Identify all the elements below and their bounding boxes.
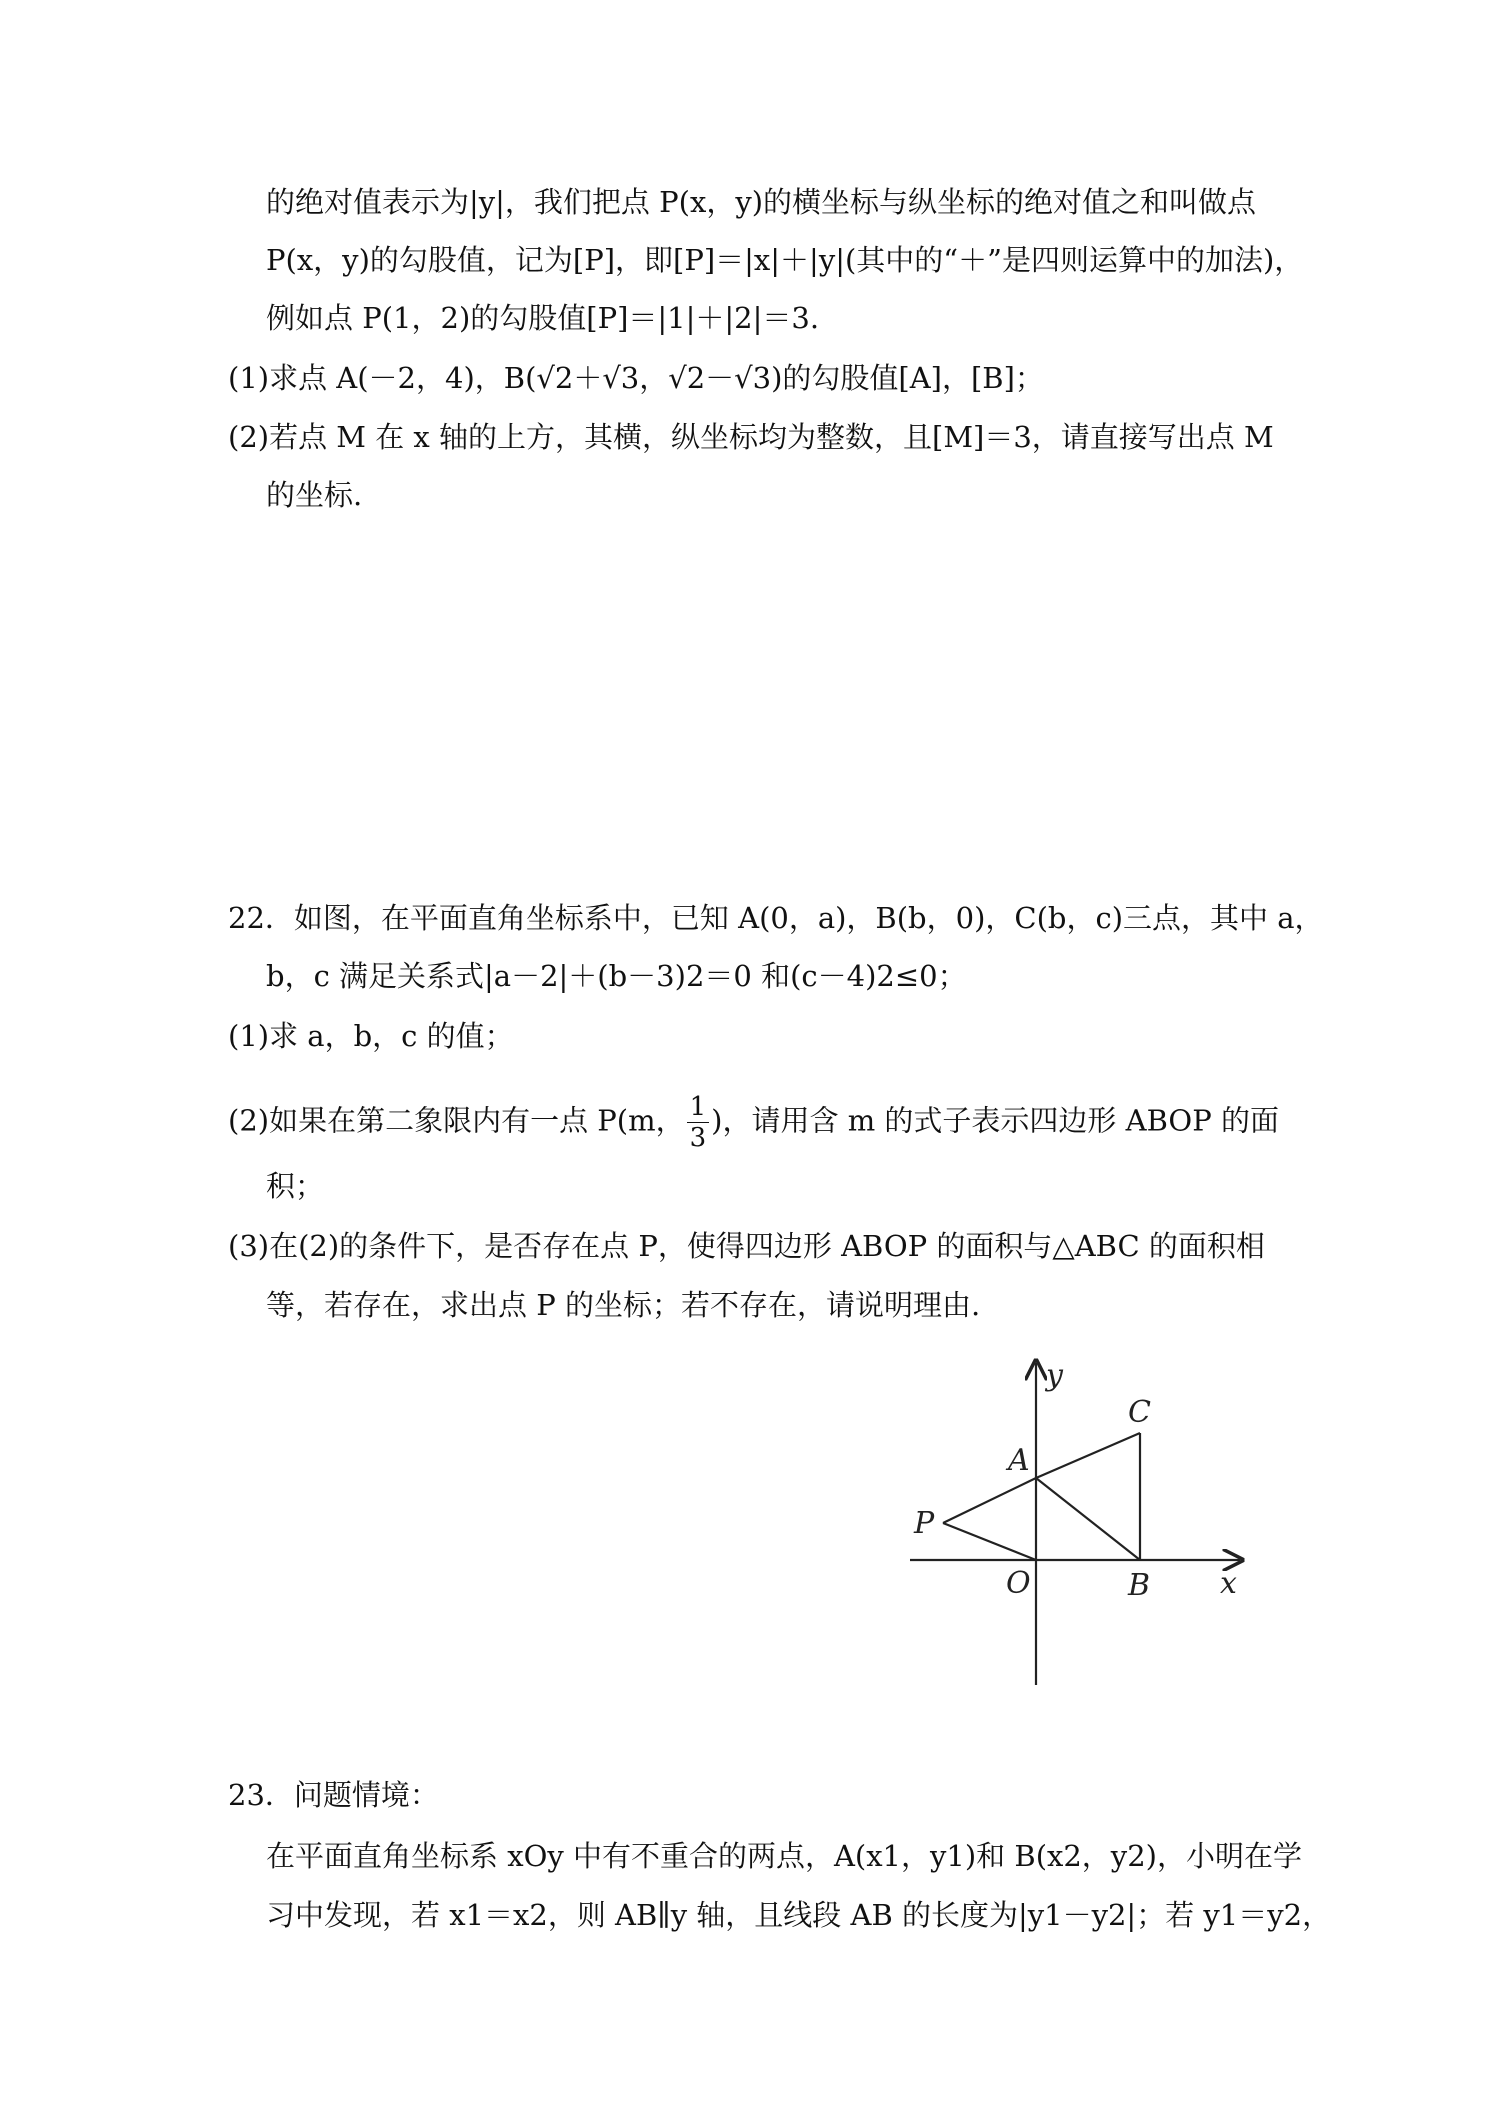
- segment-ab: [1036, 1478, 1140, 1560]
- q23-line-2: 习中发现，若 x1＝x2，则 AB∥y 轴，且线段 AB 的长度为|y1－y2|；若 y1＝y2，: [266, 1898, 1332, 1932]
- label-a: A: [1008, 1443, 1030, 1478]
- q22-stem-line-1: 22．如图，在平面直角坐标系中，已知 A(0，a)，B(b，0)，C(b，c)三点，其中 a，: [228, 901, 1324, 935]
- intro-line-3: 例如点 P(1，2)的勾股值[P]＝|1|＋|2|＝3.: [266, 301, 820, 335]
- q23-line-1: 在平面直角坐标系 xOy 中有不重合的两点，A(x1，y1)和 B(x2，y2)，小明在学: [266, 1839, 1302, 1873]
- q22-stem-line-2: b，c 满足关系式|a－2|＋(b－3)2＝0 和(c－4)2≤0；: [266, 959, 967, 993]
- coordinate-figure: [900, 1355, 1270, 1695]
- q22-part-2-before: (2)如果在第二象限内有一点 P(m，: [228, 1103, 685, 1138]
- label-p: P: [914, 1506, 935, 1541]
- label-c: C: [1128, 1395, 1151, 1430]
- fraction-denominator: 3: [689, 1123, 707, 1153]
- segment-ac: [1036, 1433, 1140, 1478]
- q22-part-3-line-2: 等，若存在，求出点 P 的坐标；若不存在，请说明理由.: [266, 1288, 981, 1322]
- q22-part-3-line-1: (3)在(2)的条件下，是否存在点 P，使得四边形 ABOP 的面积与△ABC 的面积相: [228, 1229, 1265, 1263]
- q22-part-1: (1)求 a，b，c 的值；: [228, 1019, 514, 1053]
- label-b: B: [1128, 1568, 1151, 1603]
- segment-pa: [943, 1478, 1036, 1523]
- q21-part-1: (1)求点 A(－2，4)，B(√2＋√3，√2－√3)的勾股值[A]，[B]；: [228, 361, 1044, 395]
- segment-po: [943, 1523, 1036, 1560]
- q21-part-2-line-2: 的坐标.: [266, 478, 363, 512]
- intro-line-2: P(x，y)的勾股值，记为[P]，即[P]＝|x|＋|y|(其中的“＋”是四则运算中的加法)，: [266, 243, 1304, 277]
- q22-part-2-line-1: [228, 1092, 1279, 1153]
- label-y: y: [1046, 1358, 1063, 1393]
- q22-part-2-line-2: 积；: [266, 1169, 325, 1203]
- intro-line-1: 的绝对值表示为|y|，我们把点 P(x，y)的横坐标与纵坐标的绝对值之和叫做点: [266, 185, 1257, 219]
- q21-part-2-line-1: (2)若点 M 在 x 轴的上方，其横，纵坐标均为整数，且[M]＝3，请直接写出点 M: [228, 420, 1274, 454]
- fraction-one-third: [687, 1092, 710, 1153]
- q22-part-2-after: )，请用含 m 的式子表示四边形 ABOP 的面: [711, 1103, 1279, 1138]
- label-o: O: [1006, 1566, 1031, 1601]
- fraction-numerator: 1: [687, 1092, 710, 1123]
- label-x: x: [1220, 1566, 1237, 1601]
- q23-title: 23．问题情境：: [228, 1778, 439, 1812]
